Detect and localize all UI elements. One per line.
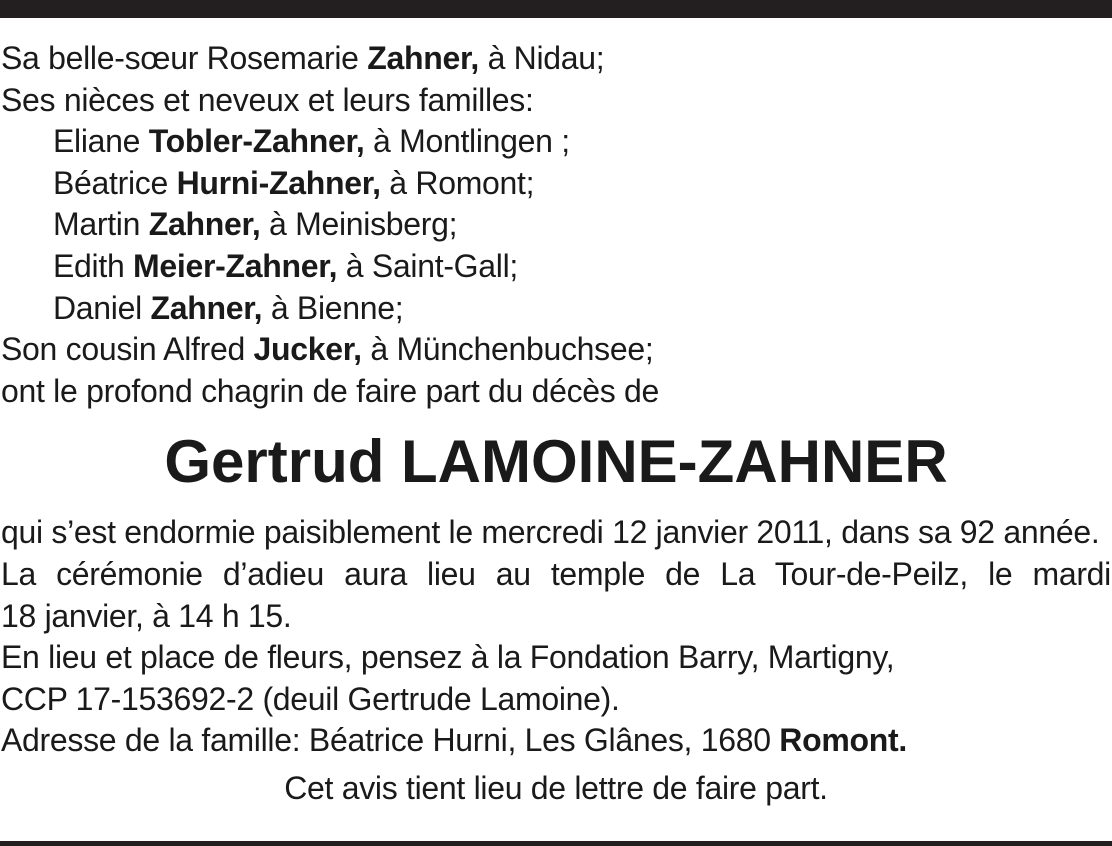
niece-line: Martin Zahner, à Meinisberg;	[53, 206, 458, 243]
bottom-rule	[0, 841, 1112, 846]
footer-note: Cet avis tient lieu de lettre de faire part.	[284, 769, 828, 806]
ceremony-date-line: 18 janvier, à 14 h 15.	[1, 597, 292, 634]
announcement-line: ont le profond chagrin de faire part du décès de	[1, 372, 660, 409]
niece-line: Eliane Tobler-Zahner, à Montlingen ;	[53, 123, 570, 160]
cousin-line: Son cousin Alfred Jucker, à Münchenbuchsee;	[1, 331, 654, 368]
relatives-heading: Ses nièces et neveux et leurs familles:	[1, 81, 534, 118]
niece-line: Edith Meier-Zahner, à Saint-Gall;	[53, 247, 518, 284]
ccp-line: CCP 17-153692-2 (deuil Gertrude Lamoine).	[1, 680, 620, 717]
deceased-name: Gertrud LAMOINE-ZAHNER	[164, 428, 948, 496]
relative-line: Sa belle-sœur Rosemarie Zahner, à Nidau;	[1, 40, 605, 76]
niece-line: Daniel Zahner, à Bienne;	[53, 289, 404, 326]
top-rule	[0, 0, 1112, 18]
obituary-body	[1, 38, 1111, 810]
details-line: qui s’est endormie paisiblement le mercredi 12 janvier 2011, dans sa 92 année.	[1, 514, 1100, 551]
address-line: Adresse de la famille: Béatrice Hurni, Les Glânes, 1680 Romont.	[1, 722, 907, 759]
niece-line: Béatrice Hurni-Zahner, à Romont;	[53, 164, 535, 201]
ceremony-line: La cérémonie d’adieu aura lieu au temple de La Tour-de-Peilz, le mardi	[1, 555, 1111, 592]
donation-line: En lieu et place de fleurs, pensez à la Fondation Barry, Martigny,	[1, 639, 895, 676]
